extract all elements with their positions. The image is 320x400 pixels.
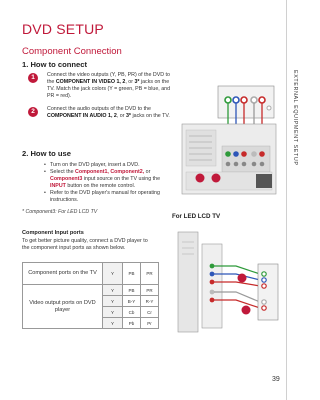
table-cell: PB [123,285,141,296]
step-text: Connect the audio outputs of the DVD to the COMPONENT IN AUDIO 1, 2, or 3* jacks on the TV. [47,106,170,120]
component-input-ports-description: To get better picture quality, connect a DVD player to the component input ports as shown below. [22,238,148,251]
page-number: 39 [272,376,280,383]
list-item: • Turn on the DVD player, insert a DVD. [44,162,174,169]
component-ports-table [22,262,159,329]
component-input-ports-heading: Component Input ports [22,230,84,236]
step-text: Connect the video outputs (Y, PB, PR) of the DVD to the COMPONENT IN VIDEO 1, 2, or 3* jacks on the TV. Match the jack colors (Y = green, PB = blue, and PR = red). [47,72,171,100]
table-row [23,263,159,285]
page-title: DVD SETUP [22,21,104,37]
table-cell: Y [103,285,123,296]
step-number-badge: 2 [28,107,38,117]
list-item: • Select the Component1, Component2, or Component3 input source on the TV using the INPUT button on the remote control. [44,169,174,190]
side-section-tab [286,0,300,400]
dvd-connection-diagram-top [178,80,282,200]
how-to-use-heading: 2. How to use [22,149,71,158]
dvd-player-illustration [258,264,278,320]
connect-step-1 [22,72,174,100]
dvd-connection-diagram-led [176,226,284,346]
footnote: * Component3: For LED LCD TV [22,209,98,215]
table-cell: Y [103,296,123,307]
table-cell: B-Y [123,296,141,307]
tv-ports-label: Component ports on the TV [23,263,103,285]
section-title: Component Connection [22,46,122,57]
table-row [23,285,159,296]
side-section-label: EXTERNAL EQUIPMENT SETUP [292,70,298,166]
led-tv-side-panel-illustration [178,232,198,332]
side-divider [286,0,287,400]
table-cell: PR [141,263,159,285]
how-to-connect-heading: 1. How to connect [22,60,87,69]
table-cell: PR [141,285,159,296]
table-cell: Y [103,318,123,329]
table-cell: R-Y [141,296,159,307]
table-cell: Y [103,307,123,318]
table-cell: Pr [141,318,159,329]
table-cell: Cb [123,307,141,318]
list-item: • Refer to the DVD player's manual for operating instructions. [44,190,174,204]
for-led-label: For LED LCD TV [172,213,221,220]
dvd-ports-label: Video output ports on DVD player [23,285,103,329]
step-number-badge: 1 [28,73,38,83]
table-cell: Pb [123,318,141,329]
table-cell: Y [103,263,123,285]
table-cell: PB [123,263,141,285]
how-to-use-list [44,162,174,205]
table-cell: Cr [141,307,159,318]
connect-step-2 [22,106,174,120]
